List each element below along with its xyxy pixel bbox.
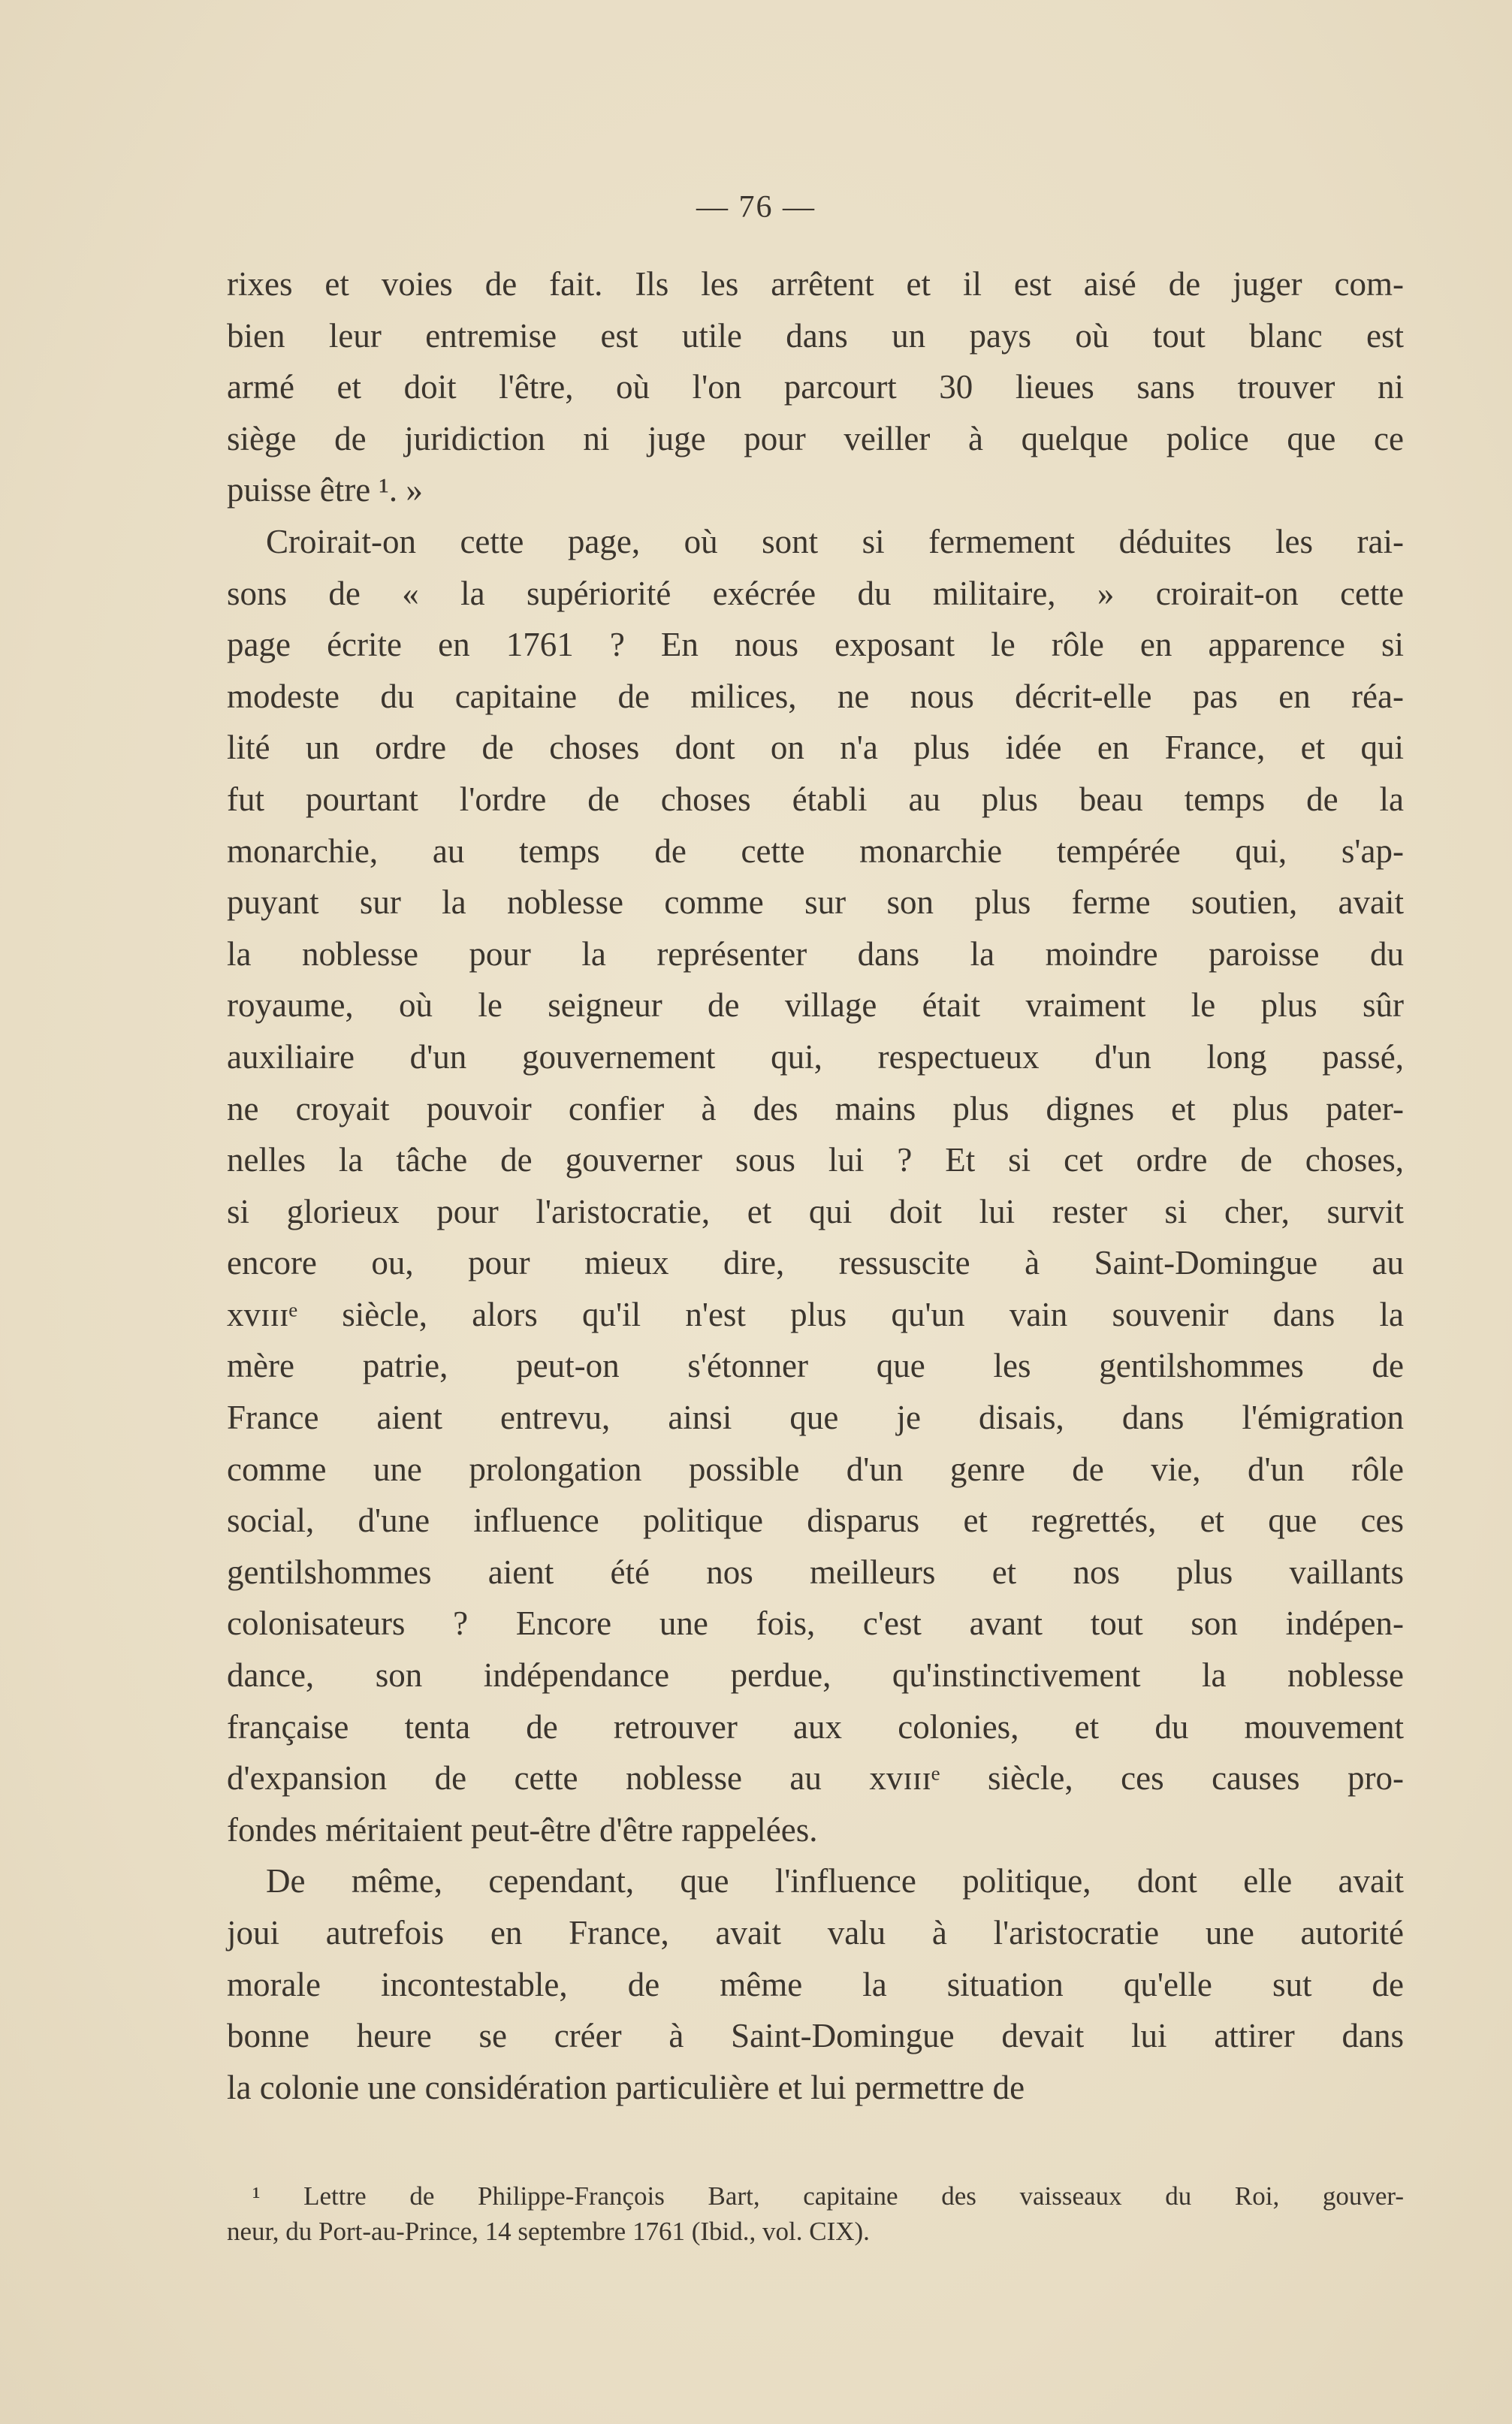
text-line: colonisateurs ? Encore une fois, c'est avant tout son indépen- bbox=[227, 1604, 1404, 1643]
text-line: dance, son indépendance perdue, qu'instinctivement la noblesse bbox=[227, 1656, 1404, 1695]
text-line: nelles la tâche de gouverner sous lui ? Et si cet ordre de choses, bbox=[227, 1141, 1404, 1179]
text-line: lité un ordre de choses dont on n'a plus idée en France, et qui bbox=[227, 729, 1404, 767]
text-line: royaume, où le seigneur de village était vraiment le plus sûr bbox=[227, 986, 1404, 1025]
text-line: la colonie une considération particulière et lui permettre de bbox=[227, 2068, 1025, 2106]
text-line: bonne heure se créer à Saint-Domingue devait lui attirer dans bbox=[227, 2017, 1404, 2055]
text-line: puisse être ¹. » bbox=[227, 471, 423, 509]
text-line: d'expansion de cette noblesse au xᴠɪɪɪᵉ siècle, ces causes pro- bbox=[227, 1759, 1404, 1798]
text-line: France aient entrevu, ainsi que je disais, dans l'émigration bbox=[227, 1399, 1404, 1437]
body-text bbox=[227, 258, 1404, 2113]
footnote-line: ¹ Lettre de Philippe-François Bart, capitaine des vaisseaux du Roi, gouver- bbox=[252, 2181, 1404, 2211]
text-line: auxiliaire d'un gouvernement qui, respectueux d'un long passé, bbox=[227, 1037, 1404, 1076]
text-line: siège de juridiction ni juge pour veiller à quelque police que ce bbox=[227, 419, 1404, 457]
text-line: encore ou, pour mieux dire, ressuscite à Saint-Domingue au bbox=[227, 1244, 1404, 1282]
text-line: sons de « la supériorité exécrée du militaire, » croirait-on cette bbox=[227, 574, 1404, 612]
text-line: mère patrie, peut-on s'étonner que les gentilshommes de bbox=[227, 1347, 1404, 1385]
text-line: si glorieux pour l'aristocratie, et qui doit lui rester si cher, survit bbox=[227, 1192, 1404, 1230]
text-line: Croirait-on cette page, où sont si fermement déduites les rai- bbox=[266, 522, 1404, 560]
text-line: comme une prolongation possible d'un genre de vie, d'un rôle bbox=[227, 1450, 1404, 1488]
text-line: la noblesse pour la représenter dans la moindre paroisse du bbox=[227, 934, 1404, 973]
page-number: — 76 — bbox=[696, 190, 816, 225]
text-line: rixes et voies de fait. Ils les arrêtent et il est aisé de juger com- bbox=[227, 265, 1404, 303]
text-line: xᴠɪɪɪᵉ siècle, alors qu'il n'est plus qu'un vain souvenir dans la bbox=[227, 1295, 1404, 1333]
footnote-line: neur, du Port-au-Prince, 14 septembre 1761 (Ibid., vol. CIX). bbox=[227, 2217, 870, 2246]
text-line: fondes méritaient peut-être d'être rappelées. bbox=[227, 1810, 818, 1849]
text-line: morale incontestable, de même la situation qu'elle sut de bbox=[227, 1965, 1404, 2003]
footnote bbox=[227, 2178, 1404, 2249]
text-line: fut pourtant l'ordre de choses établi au plus beau temps de la bbox=[227, 780, 1404, 818]
text-line: ne croyait pouvoir confier à des mains plus dignes et plus pater- bbox=[227, 1089, 1404, 1127]
text-line: page écrite en 1761 ? En nous exposant le rôle en apparence si bbox=[227, 626, 1404, 664]
text-line: française tenta de retrouver aux colonies, et du mouvement bbox=[227, 1707, 1404, 1746]
text-line: puyant sur la noblesse comme sur son plus ferme soutien, avait bbox=[227, 883, 1404, 922]
text-line: bien leur entremise est utile dans un pays où tout blanc est bbox=[227, 316, 1404, 355]
text-line: monarchie, au temps de cette monarchie tempérée qui, s'ap- bbox=[227, 832, 1404, 870]
text-line: gentilshommes aient été nos meilleurs et nos plus vaillants bbox=[227, 1553, 1404, 1591]
text-line: joui autrefois en France, avait valu à l'aristocratie une autorité bbox=[227, 1914, 1404, 1952]
text-line: modeste du capitaine de milices, ne nous décrit-elle pas en réa- bbox=[227, 677, 1404, 715]
text-line: armé et doit l'être, où l'on parcourt 30 lieues sans trouver ni bbox=[227, 368, 1404, 406]
text-line: social, d'une influence politique disparus et regrettés, et que ces bbox=[227, 1502, 1404, 1540]
text-line: De même, cependant, que l'influence politique, dont elle avait bbox=[266, 1862, 1404, 1900]
